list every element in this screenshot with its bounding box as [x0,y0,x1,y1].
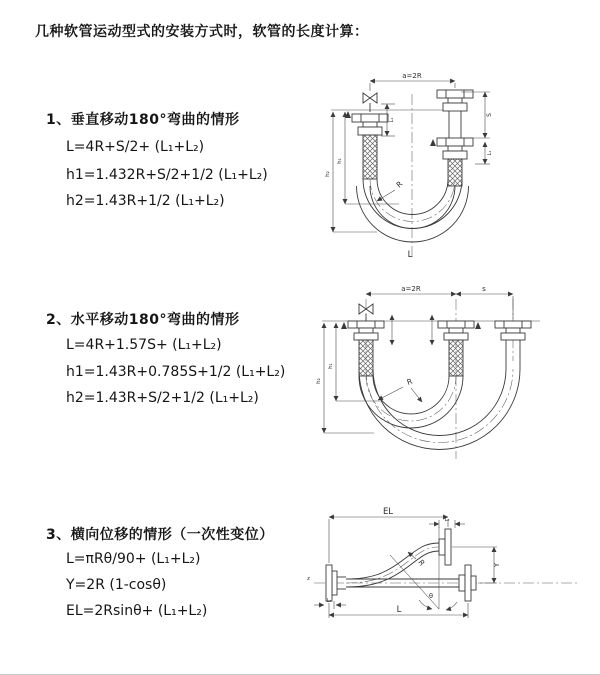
svg-text:R: R [416,557,427,568]
svg-text:L₂: L₂ [444,517,450,523]
svg-text:a=2R: a=2R [401,285,421,293]
diagram-lateral-displacement [306,505,600,641]
diagram-vertical-bend [315,66,600,262]
svg-text:a=2R: a=2R [402,72,422,80]
braided-hose-section [363,135,377,179]
dimension-fitting-left [314,598,346,609]
svg-text:R: R [405,376,414,387]
section-3-heading: 3、横向位移的情形（一次性变位） [46,527,274,543]
dimension-travel [461,92,493,138]
formula-h1: h1=1.43R+0.785S+1/2 (L₁+L₂) [66,364,286,380]
svg-text:h₁: h₁ [328,363,334,369]
svg-text:L: L [396,605,402,615]
flange-right [459,565,476,601]
dimension-span [366,285,456,294]
svg-text:h₁: h₁ [337,158,343,164]
hose-fitting-right-upper [437,90,473,138]
formula-length: L=πRθ/90+ (L₁+L₂) [66,551,201,567]
formula-length: L=4R+S/2+ (L₁+L₂) [66,139,205,155]
dimension-span [370,72,455,91]
hose-fitting-right-lower [437,138,473,186]
hose-fitting-middle [438,321,474,376]
svg-text:h₂: h₂ [316,378,322,384]
angle-label: θ [429,592,433,600]
radius-callout [377,179,404,201]
formula-h2: h2=1.43R+S/2+1/2 (L₁+L₂) [66,390,259,406]
hose-fitting-left [352,114,388,179]
braided-hose-section [449,340,463,376]
axis-mark-label: z [307,576,310,582]
dimension-fitting-right [429,517,465,528]
dimension-el [329,507,448,563]
radius-callout [378,377,422,402]
svg-text:R: R [394,179,405,190]
dimension-travel [456,285,513,319]
formula-h1: h1=1.432R+S/2+1/2 (L₁+L₂) [66,167,268,183]
direction-arrow [345,111,351,118]
svg-text:Y: Y [493,562,501,568]
direction-arrow [341,322,347,329]
dimension-fitting-right [475,142,493,164]
hose-s-curve [346,543,439,587]
section-1-heading: 1、垂直移动180°弯曲的情形 [46,112,240,128]
hose-u-bend [357,179,469,242]
hose-fitting-left [348,321,384,376]
svg-text:s: s [482,285,486,293]
svg-text:h₂: h₂ [325,171,331,177]
valve-icon [363,93,377,112]
svg-text:L₁: L₁ [487,150,493,156]
page-title: 几种软管运动型式的安装方式时，软管的长度计算： [35,24,369,40]
length-label: L [407,250,413,260]
formula-offset: Y=2R (1-cosθ) [66,577,167,593]
direction-arrow [475,322,481,329]
formula-length: L=4R+1.57S+ (L₁+L₂) [66,337,222,353]
svg-text:EL: EL [382,507,394,517]
svg-text:S: S [486,113,493,117]
hose-u-bend-position2 [359,369,520,450]
svg-text:L₁: L₁ [326,598,332,604]
diagram-horizontal-bend [308,281,600,467]
flange-upper [439,529,451,565]
formula-h2: h2=1.43R+1/2 (L₁+L₂) [66,193,225,209]
braided-hose-section [448,159,462,186]
svg-text:L₁: L₁ [389,117,395,123]
direction-arrow [430,139,436,146]
formula-el: EL=2Rsinθ+ (L₁+L₂) [66,603,208,619]
dimension-length [329,603,468,618]
section-2-heading: 2、水平移动180°弯曲的情形 [46,312,240,328]
